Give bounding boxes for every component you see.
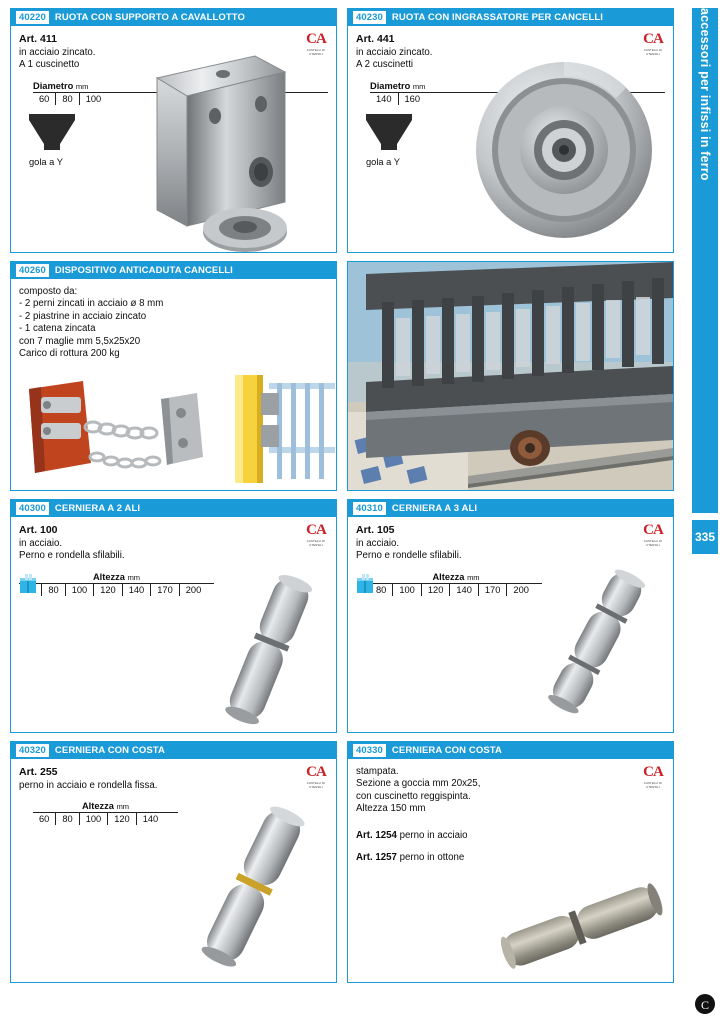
article-code: Art. 411 <box>19 33 57 45</box>
panel-code: 40300 <box>16 502 49 515</box>
panel-40220[interactable] <box>10 8 337 253</box>
ca-logo <box>303 523 329 547</box>
article-line-1: stampata. <box>356 766 399 777</box>
footer-logo <box>694 993 716 1020</box>
article-variants <box>356 830 665 865</box>
dimension-name: Altezza <box>92 571 125 582</box>
ca-logo <box>640 32 666 56</box>
ca-logo-mark: CA <box>306 31 326 47</box>
dimension-value: 140 <box>450 584 479 596</box>
panel-grid <box>10 8 674 991</box>
sidebar <box>684 0 724 1024</box>
composition-line-1: - 2 perni zincati in acciaio ø 8 mm <box>19 298 164 310</box>
article-code: Art. 105 <box>356 524 395 536</box>
panel-title: CERNIERA A 2 ALI <box>54 503 141 514</box>
dimension-name: Diametro <box>370 80 411 91</box>
composition-line-5: Carico di rottura 200 kg <box>19 348 120 360</box>
package-icon <box>19 574 37 594</box>
page-number: 335 <box>692 520 718 554</box>
product-photo-hinge-rib <box>179 799 329 974</box>
panel-row <box>10 741 674 983</box>
ca-logo <box>640 765 666 789</box>
panel-40260[interactable] <box>10 261 337 491</box>
composition-intro: composto da: <box>19 286 78 297</box>
ca-logo-sub: CASTELLI DI UTENSILI <box>643 539 663 547</box>
dimension-value: 140 <box>123 584 152 596</box>
ca-logo-mark: CA <box>643 31 663 47</box>
panel-body <box>11 26 336 171</box>
dimension-value: 80 <box>56 93 79 105</box>
dimension-label <box>370 572 542 582</box>
panel-row <box>10 499 674 733</box>
article-line-1: in acciaio. <box>356 538 400 549</box>
groove-profile <box>366 114 424 167</box>
ca-logo-mark: CA <box>643 764 663 780</box>
ca-logo-sub: CASTELLI DI UTENSILI <box>643 781 663 789</box>
dimension-value: 160 <box>404 93 421 104</box>
dimension-value: 120 <box>108 813 137 825</box>
article-line-1: in acciaio. <box>19 538 63 549</box>
sidebar-category-label: accessori per infissi in ferro <box>698 8 712 181</box>
panel-title: RUOTA CON INGRASSATORE PER CANCELLI <box>391 12 604 23</box>
panel-title: CERNIERA CON COSTA <box>391 745 502 756</box>
package-icon <box>356 574 374 594</box>
variant-row <box>356 852 665 864</box>
panel-title: CERNIERA CON COSTA <box>54 745 165 756</box>
dimension-value: 80 <box>42 584 65 596</box>
panel-header <box>348 742 673 759</box>
panel-code: 40220 <box>16 11 49 24</box>
dimension-name: Altezza <box>432 571 465 582</box>
article-line-1: perno in acciaio e rondella fissa. <box>19 780 158 791</box>
dimension-values <box>19 583 214 596</box>
panel-code: 40230 <box>353 11 386 24</box>
dimension-unit: mm <box>127 572 141 582</box>
dimension-value: 200 <box>185 584 202 595</box>
groove-y-icon <box>29 114 75 150</box>
panel-title: RUOTA CON SUPPORTO A CAVALLOTTO <box>54 12 246 23</box>
panel-40310[interactable] <box>347 499 674 733</box>
product-photo-wheel-greaser <box>466 56 666 246</box>
panel-gate-photo <box>347 261 674 491</box>
panel-40300[interactable] <box>10 499 337 733</box>
article-code: Art. 100 <box>19 524 58 536</box>
article-line-2: A 2 cuscinetti <box>356 59 414 71</box>
panel-code: 40310 <box>353 502 386 515</box>
groove-label: gola a Y <box>29 156 63 167</box>
panel-code: 40330 <box>353 744 386 757</box>
composition-line-3: - 1 catena zincata <box>19 323 96 335</box>
groove-profile <box>29 114 87 167</box>
dimension-values <box>370 583 542 596</box>
panel-body <box>348 26 673 171</box>
product-photo-hinge-stamped <box>494 867 670 983</box>
dimension-unit: mm <box>412 81 426 91</box>
variant-code: Art. 1254 <box>356 829 397 841</box>
panel-40230[interactable] <box>347 8 674 253</box>
dimension-value: 60 <box>33 813 56 825</box>
ca-logo <box>640 523 666 547</box>
composition-line-2: - 2 piastrine in acciaio zincato <box>19 310 147 322</box>
ca-logo-mark: CA <box>306 764 326 780</box>
ca-logo <box>303 765 329 789</box>
panel-40330[interactable] <box>347 741 674 983</box>
panel-body <box>348 517 673 600</box>
dimension-value: 100 <box>85 93 102 104</box>
panel-header <box>11 262 336 279</box>
ca-logo-mark: CA <box>306 522 326 538</box>
dimension-label <box>33 801 178 811</box>
dimension-value: 120 <box>94 584 123 596</box>
article-line-2: A 1 cuscinetto <box>19 59 80 71</box>
panel-code: 40260 <box>16 264 49 277</box>
article-line-2: Perno e rondelle sfilabili. <box>356 550 462 562</box>
dimension-unit: mm <box>116 802 130 812</box>
groove-y-icon <box>366 114 412 150</box>
dimension-value: 140 <box>142 814 159 825</box>
groove-label: gola a Y <box>366 156 400 167</box>
variant-code: Art. 1257 <box>356 851 397 863</box>
composition-line-4: con 7 maglie mm 5,5x25x20 <box>19 335 141 347</box>
dimension-value: 140 <box>370 93 399 105</box>
dimension-value: 100 <box>66 584 95 596</box>
product-photo-hinge-2 <box>211 569 329 729</box>
ca-logo-sub: CASTELLI DI UTENSILI <box>643 48 663 56</box>
dimension-value: 200 <box>513 584 529 595</box>
variant-row <box>356 830 665 842</box>
dimension-unit: mm <box>467 572 480 582</box>
variant-desc: perno in acciaio <box>399 829 468 841</box>
dimension-values <box>33 812 178 825</box>
article-line-2: Perno e rondella sfilabili. <box>19 550 125 562</box>
product-photo-hinge-3 <box>528 563 668 719</box>
panel-row <box>10 261 674 491</box>
ca-logo-sub: CASTELLI DI UTENSILI <box>306 48 326 56</box>
panel-header <box>348 500 673 517</box>
dimension-value: 80 <box>56 813 79 825</box>
article-line-1: in acciaio zincato. <box>19 47 96 58</box>
variant-desc: perno in ottone <box>399 851 465 863</box>
panel-body <box>348 759 673 878</box>
dimension-name: Altezza <box>81 801 114 812</box>
ca-logo-sub: CASTELLI DI UTENSILI <box>306 539 326 547</box>
dimension-value: 170 <box>479 584 508 596</box>
panel-code: 40320 <box>16 744 49 757</box>
dimension-value: 60 <box>33 93 56 105</box>
dimension-value: 80 <box>370 584 393 596</box>
panel-row <box>10 8 674 253</box>
article-code: Art. 441 <box>356 33 395 45</box>
dimension-label <box>19 572 214 582</box>
panel-header <box>11 500 336 517</box>
dimension-value: 100 <box>80 813 109 825</box>
article-code: Art. 255 <box>19 766 58 778</box>
ca-logo-sub: CASTELLI DI UTENSILI <box>306 781 326 789</box>
article-line-2: Sezione a goccia mm 20x25, <box>356 778 481 790</box>
panel-title: DISPOSITIVO ANTICADUTA CANCELLI <box>54 265 233 276</box>
panel-header <box>348 9 673 26</box>
photo-gate-rail <box>348 262 673 490</box>
article-line-4: Altezza 150 mm <box>356 803 426 815</box>
dimension-unit: mm <box>75 81 89 91</box>
dimension-value: 120 <box>422 584 451 596</box>
panel-body <box>11 517 336 600</box>
panel-header <box>11 9 336 26</box>
panel-body <box>11 759 336 829</box>
product-photo-anticaduta <box>11 371 337 489</box>
ca-circle-icon <box>694 993 716 1015</box>
dimension-name: Diametro <box>33 80 74 91</box>
article-line-3: con cuscinetto reggispinta. <box>356 790 471 802</box>
svg-text:C: C <box>700 998 710 1012</box>
panel-header <box>11 742 336 759</box>
dimension-value: 170 <box>151 584 180 596</box>
panel-40320[interactable] <box>10 741 337 983</box>
ca-logo-mark: CA <box>643 522 663 538</box>
panel-title: CERNIERA A 3 ALI <box>391 503 478 514</box>
article-line-1: in acciaio zincato. <box>356 47 433 58</box>
panel-body <box>11 279 336 364</box>
product-photo-wheel-bracket <box>135 44 330 253</box>
dimension-value: 100 <box>393 584 422 596</box>
